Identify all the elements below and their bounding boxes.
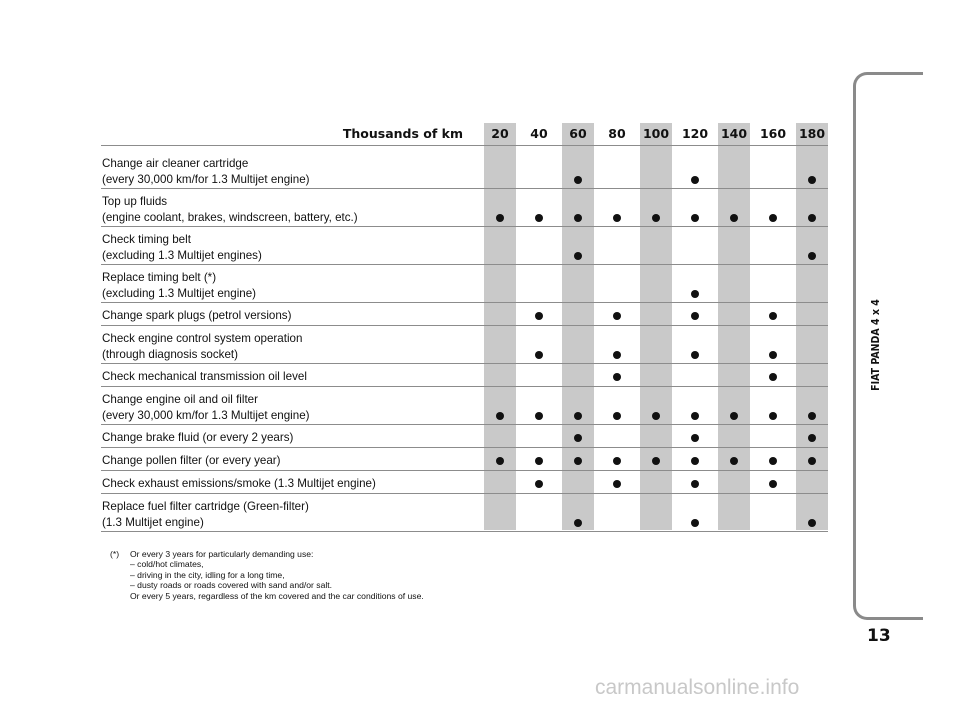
side-tab-frame	[853, 72, 923, 620]
task-label-line: (excluding 1.3 Multijet engine)	[102, 286, 257, 300]
row-rule	[101, 226, 828, 227]
task-label-line: Check timing belt	[102, 233, 191, 246]
task-label-line: Change air cleaner cartridge	[102, 157, 249, 170]
service-mark-dot	[574, 519, 582, 527]
task-label	[102, 499, 309, 530]
service-mark-dot	[574, 252, 582, 260]
row-rule	[101, 386, 828, 387]
service-mark-dot	[808, 434, 816, 442]
footnote-line: – dusty roads or roads covered with sand and/or salt.	[130, 580, 333, 591]
shaded-column	[718, 123, 750, 530]
task-label-line: Check engine control system operation	[102, 332, 303, 345]
service-mark-dot	[691, 412, 699, 420]
km-header: 120	[681, 126, 709, 141]
service-mark-dot	[574, 434, 582, 442]
service-mark-dot	[808, 519, 816, 527]
service-mark-dot	[574, 457, 582, 465]
km-header: 60	[569, 126, 587, 141]
service-mark-dot	[574, 412, 582, 420]
footnote-line: Or every 3 years for particularly demanding use:	[130, 549, 314, 559]
task-label-line: (engine coolant, brakes, windscreen, battery, etc.)	[102, 210, 358, 224]
service-mark-dot	[691, 457, 699, 465]
service-mark-dot	[808, 252, 816, 260]
service-mark-dot	[769, 214, 777, 222]
km-header: 20	[491, 126, 509, 141]
footnote-mark: (*)	[110, 549, 120, 559]
task-label	[102, 156, 310, 187]
footnote-line: – cold/hot climates,	[130, 559, 204, 570]
service-mark-dot	[730, 412, 738, 420]
service-mark-dot	[691, 434, 699, 442]
row-rule	[101, 302, 828, 303]
service-mark-dot	[496, 214, 504, 222]
service-mark-dot	[769, 312, 777, 320]
service-mark-dot	[535, 457, 543, 465]
task-label-line: Change spark plugs (petrol versions)	[102, 309, 292, 322]
service-mark-dot	[496, 412, 504, 420]
km-header: 160	[759, 126, 787, 141]
shaded-column	[484, 123, 516, 530]
service-mark-dot	[769, 351, 777, 359]
service-mark-dot	[535, 412, 543, 420]
task-label-line: (through diagnosis socket)	[102, 347, 238, 361]
task-label	[102, 232, 262, 263]
service-mark-dot	[574, 176, 582, 184]
service-mark-dot	[613, 351, 621, 359]
row-rule	[101, 470, 828, 471]
km-header: 80	[608, 126, 626, 141]
task-label	[102, 453, 281, 469]
km-header: 100	[642, 126, 670, 141]
service-mark-dot	[730, 214, 738, 222]
task-label-line: (every 30,000 km/for 1.3 Multijet engine)	[102, 172, 310, 186]
service-mark-dot	[613, 312, 621, 320]
task-label-line: Change brake fluid (or every 2 years)	[102, 431, 294, 444]
service-mark-dot	[691, 176, 699, 184]
service-mark-dot	[652, 412, 660, 420]
task-label	[102, 369, 307, 385]
footnote-line: – driving in the city, idling for a long time,	[130, 569, 285, 580]
service-mark-dot	[535, 351, 543, 359]
km-header: 180	[798, 126, 826, 141]
service-mark-dot	[613, 214, 621, 222]
task-label	[102, 430, 293, 446]
service-mark-dot	[574, 214, 582, 222]
task-label-line: (every 30,000 km/for 1.3 Multijet engine)	[102, 408, 310, 422]
row-rule	[101, 424, 828, 425]
service-mark-dot	[535, 214, 543, 222]
service-mark-dot	[613, 412, 621, 420]
service-mark-dot	[808, 412, 816, 420]
shaded-column	[796, 123, 828, 530]
task-label-line: Change pollen filter (or every year)	[102, 454, 281, 467]
service-mark-dot	[691, 351, 699, 359]
task-label-line: (excluding 1.3 Multijet engines)	[102, 248, 262, 262]
km-header: 40	[530, 126, 548, 141]
service-mark-dot	[769, 412, 777, 420]
service-mark-dot	[808, 176, 816, 184]
service-mark-dot	[730, 457, 738, 465]
row-rule	[101, 264, 828, 265]
service-mark-dot	[652, 214, 660, 222]
task-label-line: Check exhaust emissions/smoke (1.3 Multijet engine)	[102, 477, 376, 490]
task-label-line: (1.3 Multijet engine)	[102, 515, 204, 529]
task-label	[102, 392, 310, 423]
service-mark-dot	[691, 312, 699, 320]
page-number: 13	[867, 626, 891, 646]
footnote-lines	[130, 549, 424, 601]
task-label	[102, 331, 302, 362]
service-mark-dot	[691, 480, 699, 488]
task-label-line: Change engine oil and oil filter	[102, 393, 258, 406]
service-mark-dot	[808, 214, 816, 222]
task-label-line: Replace fuel filter cartridge (Green-filter)	[102, 500, 309, 513]
task-label-line: Top up fluids	[102, 195, 168, 208]
row-rule	[101, 363, 828, 364]
task-label	[102, 194, 358, 225]
service-mark-dot	[769, 457, 777, 465]
service-mark-dot	[535, 312, 543, 320]
service-mark-dot	[613, 480, 621, 488]
km-header: 140	[720, 126, 748, 141]
service-mark-dot	[691, 214, 699, 222]
service-mark-dot	[808, 457, 816, 465]
shaded-column	[640, 123, 672, 530]
service-mark-dot	[535, 480, 543, 488]
shaded-column	[562, 123, 594, 530]
service-mark-dot	[496, 457, 504, 465]
task-label	[102, 476, 376, 492]
task-label	[102, 308, 291, 324]
table-header-title: Thousands of km	[342, 126, 463, 141]
side-label: FIAT PANDA 4 x 4	[870, 299, 882, 391]
footnote-line: Or every 5 years, regardless of the km covered and the car conditions of use.	[130, 590, 424, 601]
row-rule	[101, 325, 828, 326]
service-mark-dot	[691, 290, 699, 298]
service-mark-dot	[691, 519, 699, 527]
service-mark-dot	[769, 480, 777, 488]
task-label	[102, 270, 256, 301]
service-mark-dot	[613, 373, 621, 381]
header-rule	[101, 145, 828, 146]
watermark: carmanualsonline.info	[595, 676, 800, 699]
service-mark-dot	[769, 373, 777, 381]
task-label-line: Check mechanical transmission oil level	[102, 370, 307, 383]
task-label-line: Replace timing belt (*)	[102, 271, 217, 284]
row-rule	[101, 447, 828, 448]
service-mark-dot	[613, 457, 621, 465]
row-rule	[101, 493, 828, 494]
service-mark-dot	[652, 457, 660, 465]
row-rule	[101, 531, 828, 532]
row-rule	[101, 188, 828, 189]
